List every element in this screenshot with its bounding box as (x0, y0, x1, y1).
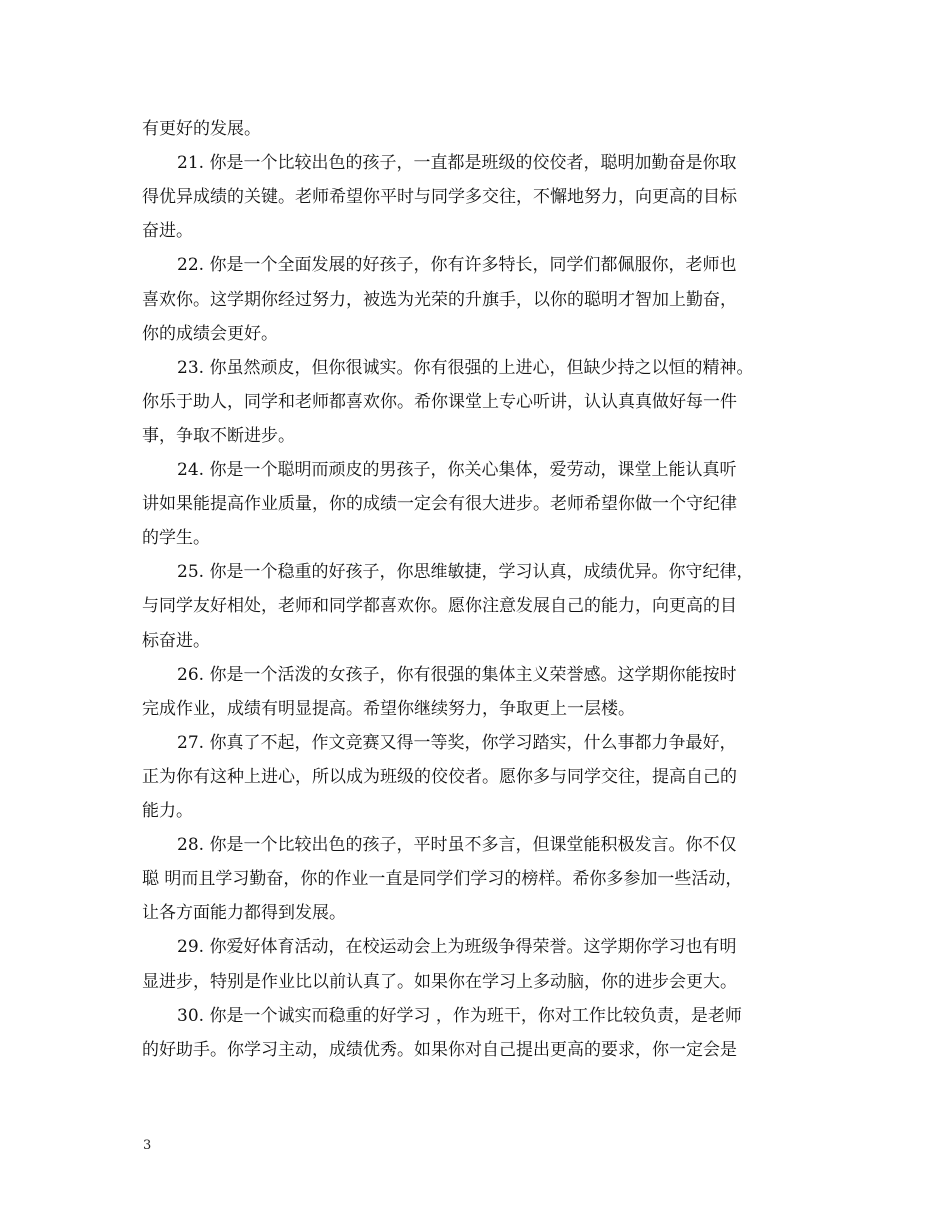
text-line: 与同学友好相处，老师和同学都喜欢你。愿你注意发展自己的能力，向更高的目 (142, 596, 737, 617)
text-line: 的学生。 (142, 528, 210, 549)
text-line: 完成作业，成绩有明显提高。希望你继续努力，争取更上一层楼。 (142, 698, 635, 719)
text-line: 27. 你真了不起，作文竞赛又得一等奖，你学习踏实，什么事都力争最好， (177, 732, 737, 753)
text-line: 显进步，特别是作业比以前认真了。如果你在学习上多动脑，你的进步会更大。 (142, 971, 737, 992)
text-line: 28. 你是一个比较出色的孩子，平时虽不多言，但课堂能积极发言。你不仅 (177, 835, 737, 856)
text-line: 得优异成绩的关键。老师希望你平时与同学多交往，不懈地努力，向更高的目标 (142, 187, 737, 208)
text-line: 能力。 (142, 801, 193, 821)
text-line: 标奋进。 (142, 630, 210, 651)
text-line: 你乐于助人，同学和老师都喜欢你。希你课堂上专心听讲，认认真真做好每一件 (142, 391, 737, 412)
text-line: 你的成绩会更好。 (142, 323, 278, 344)
text-line: 23. 你虽然顽皮，但你很诚实。你有很强的上进心，但缺少持之以恒的精神。 (177, 357, 754, 378)
text-line: 24. 你是一个聪明而顽皮的男孩子，你关心集体，爱劳动，课堂上能认真听 (177, 460, 737, 480)
text-line: 有更好的发展。 (142, 119, 261, 139)
text-line: 聪 明而且学习勤奋，你的作业一直是同学们学习的榜样。希你多参加一些活动， (142, 869, 743, 890)
text-line: 的好助手。你学习主动，成绩优秀。如果你对自己提出更高的要求，你一定会是 (142, 1039, 737, 1060)
text-line: 喜欢你。这学期你经过努力，被选为光荣的升旗手，以你的聪明才智加上勤奋， (142, 289, 737, 310)
text-line: 29. 你爱好体育活动，在校运动会上为班级争得荣誉。这学期你学习也有明 (177, 937, 737, 958)
text-line: 事，争取不断进步。 (142, 425, 295, 446)
text-line: 正为你有这种上进心，所以成为班级的佼佼者。愿你多与同学交往，提高自己的 (142, 766, 737, 787)
text-line: 21. 你是一个比较出色的孩子，一直都是班级的佼佼者，聪明加勤奋是你取 (177, 153, 737, 174)
text-line: 30. 你是一个诚实而稳重的好学习 ，作为班干，你对工作比较负责，是老师 (177, 1005, 742, 1026)
page-number: 3 (143, 1138, 152, 1153)
text-line: 让各方面能力都得到发展。 (142, 903, 346, 924)
text-line: 奋进。 (142, 221, 193, 242)
text-line: 25. 你是一个稳重的好孩子，你思维敏捷，学习认真，成绩优异。你守纪律， (177, 562, 754, 583)
text-line: 26. 你是一个活泼的女孩子，你有很强的集体主义荣誉感。这学期你能按时 (177, 664, 737, 685)
text-line: 讲如果能提高作业质量，你的成绩一定会有很大进步。老师希望你做一个守纪律 (142, 494, 737, 515)
text-line: 22. 你是一个全面发展的好孩子，你有许多特长，同学们都佩服你，老师也 (177, 255, 737, 276)
